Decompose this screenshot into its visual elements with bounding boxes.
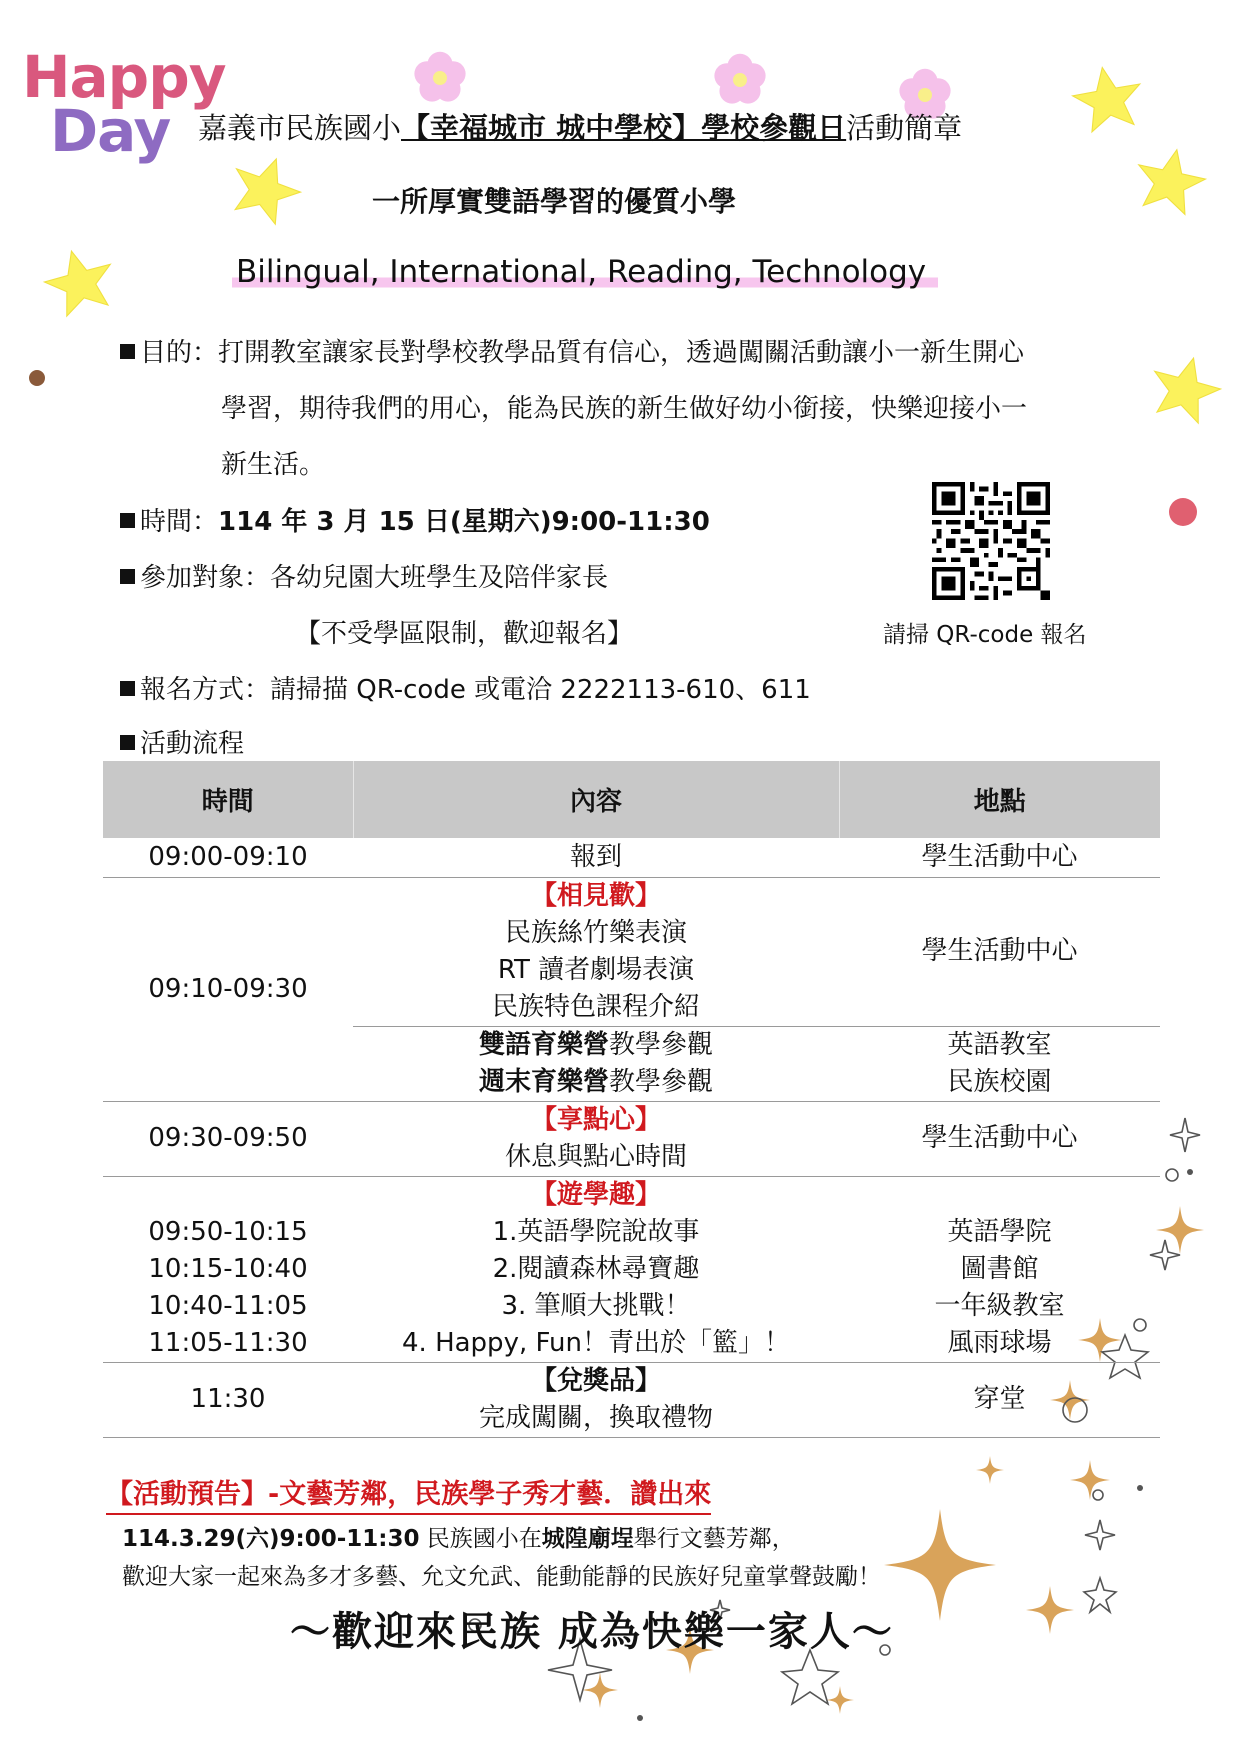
row-place: 英語教室 民族校園 bbox=[839, 1026, 1160, 1101]
bullet-square-icon bbox=[120, 344, 135, 359]
section-heading: 【享點心】 bbox=[530, 1104, 661, 1135]
brown-dot-icon bbox=[29, 370, 45, 386]
table-header-row bbox=[103, 761, 1160, 838]
row-place: 學生活動中心 bbox=[839, 877, 1160, 1026]
header-content: 內容 bbox=[353, 761, 839, 838]
program-item: 3. 筆順大挑戰！ bbox=[501, 1290, 691, 1321]
target-line bbox=[120, 557, 608, 594]
time-value: 114 年 3 月 15 日(星期六)9:00-11:30 bbox=[218, 507, 710, 537]
table-row bbox=[103, 877, 1160, 1026]
qr-code-icon[interactable] bbox=[932, 482, 1050, 600]
purpose-text-2: 學習，期待我們的用心，能為民族的新生做好幼小銜接，快樂迎接小一 bbox=[221, 394, 1028, 424]
preview-line-2: 歡迎大家一起來為多才多藝、允文允武、能動能靜的民族好兒童掌聲鼓勵！ bbox=[122, 1564, 881, 1590]
program-item: 4. Happy, Fun！青出於「籃」！ bbox=[402, 1327, 790, 1358]
signup-value: 請掃描 QR-code 或電洽 2222113-610、611 bbox=[270, 675, 811, 705]
flow-label: 活動流程 bbox=[140, 729, 245, 759]
title-event-name: 【幸福城市 城中學校】學校參觀日 bbox=[401, 111, 847, 145]
pink-dot-icon bbox=[1169, 498, 1197, 526]
row-place: 穿堂 bbox=[839, 1362, 1160, 1437]
schedule-table bbox=[103, 761, 1160, 1438]
target-note: 【不受學區限制，歡迎報名】 bbox=[295, 619, 634, 649]
time-line bbox=[120, 501, 710, 538]
signup-label: 報名方式： bbox=[140, 675, 271, 705]
closing-slogan: ～歡迎來民族 成為快樂一家人～ bbox=[290, 1608, 894, 1655]
section-heading: 【兌獎品】 bbox=[530, 1365, 661, 1396]
program-item: 完成闖關，換取禮物 bbox=[478, 1402, 713, 1433]
signup-line bbox=[120, 669, 811, 706]
row-content bbox=[353, 1362, 839, 1437]
row-time: 09:30-09:50 bbox=[103, 1101, 353, 1176]
program-item: 1.英語學院說故事 bbox=[492, 1216, 700, 1247]
section-heading: 【相見歡】 bbox=[530, 880, 661, 911]
logo-word-happy: Happy bbox=[22, 43, 226, 111]
row-time: 09:50-10:15 10:15-10:40 10:40-11:05 11:05-11:30 bbox=[103, 1176, 353, 1362]
target-value: 各幼兒園大班學生及陪伴家長 bbox=[270, 563, 609, 593]
program-item: 雙語育樂營教學參觀 bbox=[478, 1029, 714, 1060]
qr-caption: 請掃 QR-code 報名 bbox=[883, 622, 1087, 648]
program-item: RT 讀者劇場表演 bbox=[497, 954, 695, 985]
row-content bbox=[353, 1176, 839, 1362]
time-label: 時間： bbox=[140, 507, 219, 537]
english-tagline: Bilingual, International, Reading, Technology bbox=[232, 254, 938, 292]
purpose-label: 目的： bbox=[140, 338, 219, 368]
subtitle: 一所厚實雙語學習的優質小學 bbox=[372, 185, 737, 218]
program-item: 民族絲竹樂表演 bbox=[504, 917, 687, 948]
purpose-text-3: 新生活。 bbox=[221, 450, 326, 480]
row-time: 11:30 bbox=[103, 1362, 353, 1437]
bullet-square-icon bbox=[120, 513, 135, 528]
purpose-text-1: 打開教室讓家長對學校教學品質有信心，透過闖關活動讓小一新生開心 bbox=[218, 338, 1025, 368]
document-title bbox=[198, 106, 962, 147]
target-label: 參加對象： bbox=[140, 563, 271, 593]
row-content: 報到 bbox=[353, 838, 839, 877]
table-row bbox=[103, 1176, 1160, 1362]
program-item: 2.閱讀森林尋寶趣 bbox=[492, 1253, 700, 1284]
flow-line bbox=[120, 723, 244, 760]
program-item: 週末育樂營教學參觀 bbox=[478, 1066, 714, 1097]
header-place: 地點 bbox=[839, 761, 1160, 838]
title-prefix: 嘉義市民族國小 bbox=[198, 111, 402, 145]
row-content bbox=[353, 1101, 839, 1176]
logo-word-day: Day bbox=[50, 97, 171, 165]
preview-line-1: 114.3.29(六)9:00-11:30 民族國小在城隍廟埕舉行文藝芳鄰， bbox=[122, 1526, 795, 1552]
row-place: 英語學院 圖書館 一年級教室 風雨球場 bbox=[839, 1176, 1160, 1362]
title-suffix: 活動簡章 bbox=[846, 111, 963, 145]
row-time: 09:00-09:10 bbox=[103, 838, 353, 877]
table-row bbox=[103, 1362, 1160, 1437]
row-time: 09:10-09:30 bbox=[103, 877, 353, 1101]
bullet-square-icon bbox=[120, 735, 135, 750]
bullet-square-icon bbox=[120, 569, 135, 584]
table-row bbox=[103, 838, 1160, 877]
header-time: 時間 bbox=[103, 761, 353, 838]
program-item: 休息與點心時間 bbox=[504, 1141, 687, 1172]
table-row bbox=[103, 1101, 1160, 1176]
program-item: 民族特色課程介紹 bbox=[491, 991, 700, 1022]
section-heading: 【遊學趣】 bbox=[530, 1179, 661, 1210]
row-place: 學生活動中心 bbox=[839, 1101, 1160, 1176]
row-place: 學生活動中心 bbox=[839, 838, 1160, 877]
bullet-square-icon bbox=[120, 681, 135, 696]
row-content bbox=[353, 877, 839, 1026]
purpose-line bbox=[120, 332, 1024, 369]
preview-heading: 【活動預告】-文藝芳鄰，民族學子秀才藝．讚出來 bbox=[106, 1472, 711, 1515]
row-content bbox=[353, 1026, 839, 1101]
